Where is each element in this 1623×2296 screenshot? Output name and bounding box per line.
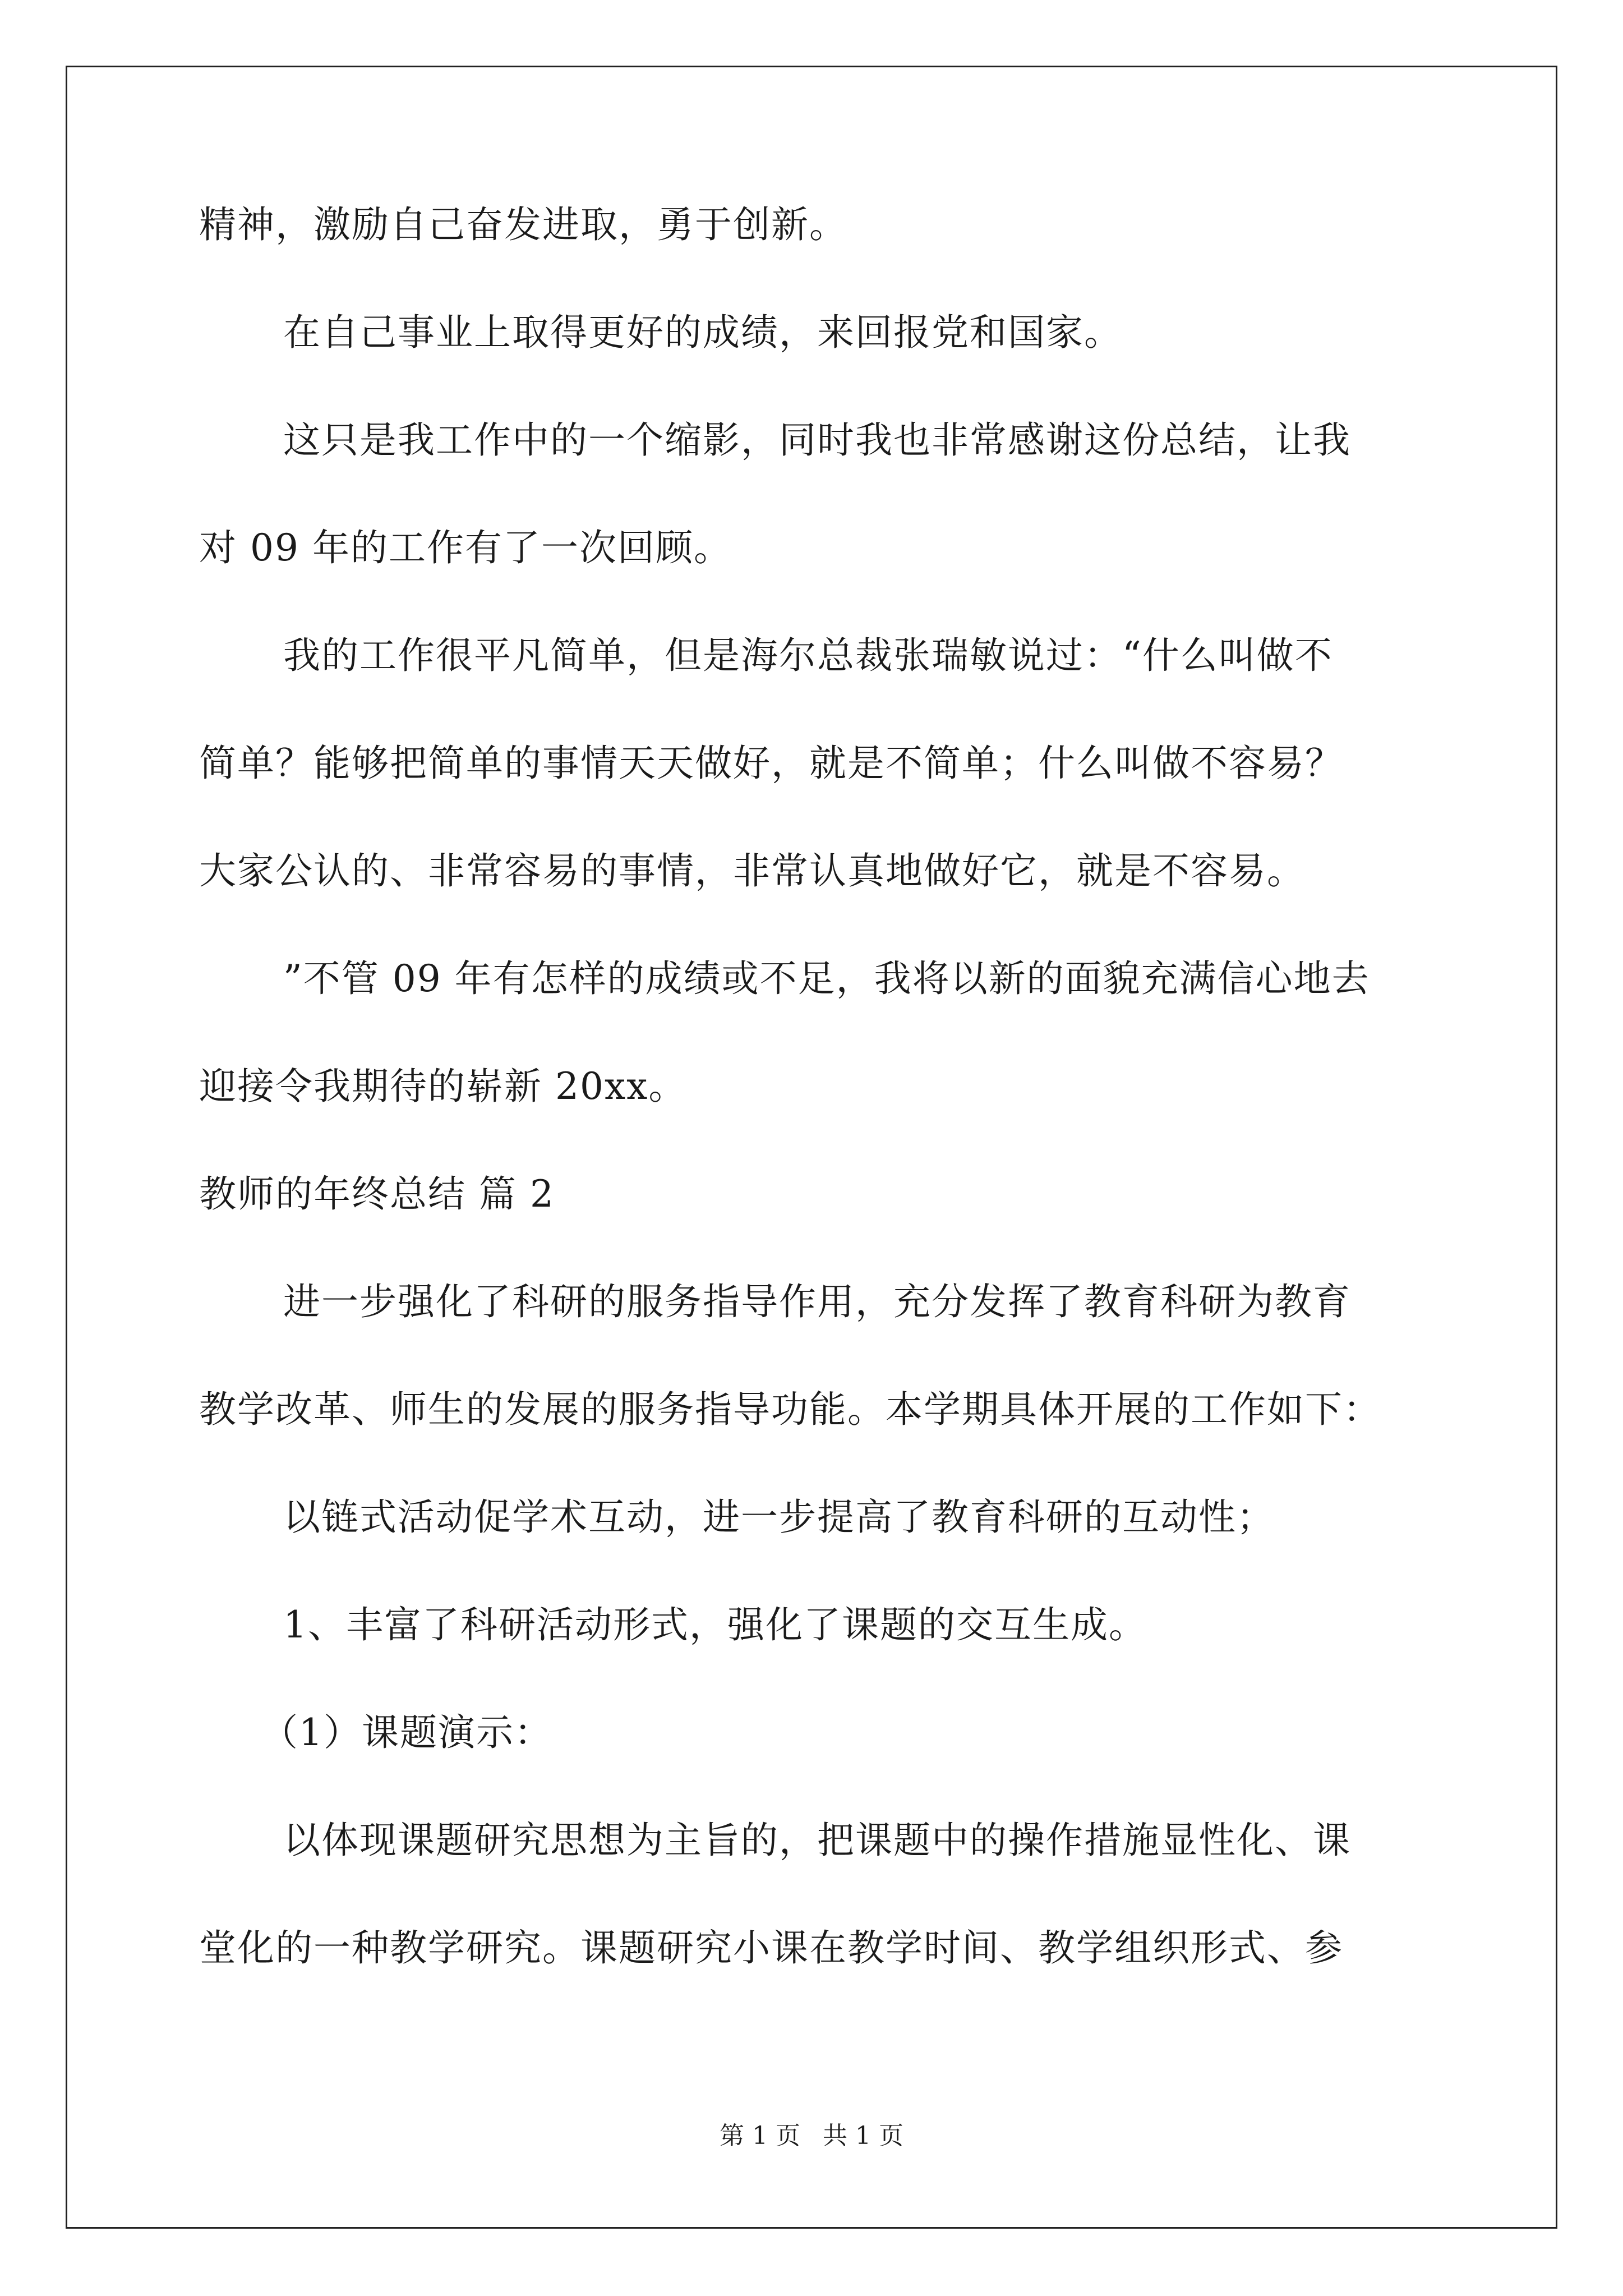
text-line: 这只是我工作中的一个缩影，同时我也非常感谢这份总结，让我 xyxy=(283,418,1351,462)
text-line: ”不管 09 年有怎样的成绩或不足，我将以新的面貌充满信心地去 xyxy=(283,957,1370,1000)
text-line: 以体现课题研究思想为主旨的，把课题中的操作措施显性化、课 xyxy=(283,1819,1351,1862)
page-footer xyxy=(0,2119,1623,2153)
section-heading: 教师的年终总结 篇 2 xyxy=(199,1172,555,1216)
text-line: 精神，激励自己奋发进取，勇于创新。 xyxy=(199,203,847,246)
page-number: 第 1 页 xyxy=(720,2122,800,2150)
page-frame xyxy=(66,66,1557,2229)
text-line: 教学改革、师生的发展的服务指导功能。本学期具体开展的工作如下： xyxy=(199,1388,1381,1431)
text-line: 以链式活动促学术互动，进一步提高了教育科研的互动性； xyxy=(283,1496,1275,1539)
list-subitem: （1）课题演示： xyxy=(261,1711,552,1754)
text-line: 我的工作很平凡简单，但是海尔总裁张瑞敏说过：“什么叫做不 xyxy=(283,634,1333,677)
list-item: 1、丰富了科研活动形式，强化了课题的交互生成。 xyxy=(283,1603,1147,1646)
text-line: 大家公认的、非常容易的事情，非常认真地做好它，就是不容易。 xyxy=(199,849,1305,892)
text-line: 对 09 年的工作有了一次回顾。 xyxy=(199,526,732,569)
text-line: 迎接令我期待的崭新 20xx。 xyxy=(199,1065,687,1108)
text-line: 简单？能够把简单的事情天天做好，就是不简单；什么叫做不容易？ xyxy=(199,742,1343,785)
text-line: 在自己事业上取得更好的成绩，来回报党和国家。 xyxy=(283,311,1122,354)
text-line: 进一步强化了科研的服务指导作用，充分发挥了教育科研为教育 xyxy=(283,1280,1351,1323)
text-line: 堂化的一种教学研究。课题研究小课在教学时间、教学组织形式、参 xyxy=(199,1926,1343,1970)
page-total: 共 1 页 xyxy=(823,2122,903,2150)
